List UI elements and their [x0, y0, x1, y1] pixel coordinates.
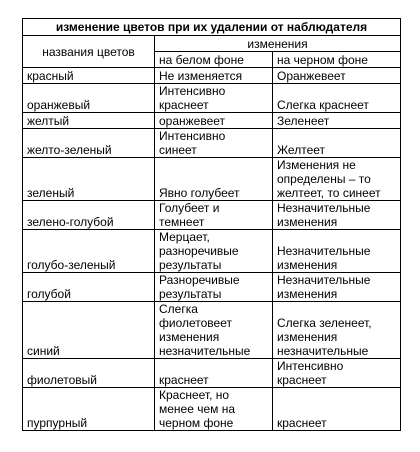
black-bg-change-cell: Желтеет [273, 129, 401, 158]
table-row [23, 84, 401, 113]
color-names-header: названия цветов [23, 36, 155, 68]
white-bg-change-cell: Голубеет и темнеет [155, 201, 273, 230]
color-name-cell: синий [23, 302, 155, 359]
black-bg-change-cell: Незначительные изменения [273, 201, 401, 230]
white-background-header: на белом фоне [155, 52, 273, 68]
color-name-cell: пурпурный [23, 388, 155, 431]
color-name-cell: голубой [23, 273, 155, 302]
black-bg-change-cell: Незначительные изменения [273, 230, 401, 273]
white-bg-change-cell: Слегка фиолетовеет изменения незначительные [155, 302, 273, 359]
table-row [23, 129, 401, 158]
black-bg-change-cell: Изменения не определены – то желтеет, то синеет [273, 158, 401, 201]
color-change-table [22, 18, 401, 431]
white-bg-change-cell: Не изменяется [155, 68, 273, 84]
black-bg-change-cell: Зеленеет [273, 113, 401, 129]
white-bg-change-cell: Явно голубеет [155, 158, 273, 201]
table-row [23, 201, 401, 230]
black-bg-change-cell: Интенсивно краснеет [273, 359, 401, 388]
black-bg-change-cell: Слегка краснеет [273, 84, 401, 113]
white-bg-change-cell: Интенсивно синеет [155, 129, 273, 158]
table-row [23, 302, 401, 359]
black-bg-change-cell: Слегка зеленеет, изменения незначительные [273, 302, 401, 359]
table-row [23, 359, 401, 388]
table-title: изменение цветов при их удалении от наблюдателя [23, 19, 401, 36]
color-name-cell: голубо-зеленый [23, 230, 155, 273]
table-row [23, 230, 401, 273]
table-row [23, 273, 401, 302]
white-bg-change-cell: оранжевеет [155, 113, 273, 129]
color-name-cell: желто-зеленый [23, 129, 155, 158]
white-bg-change-cell: Интенсивно краснеет [155, 84, 273, 113]
color-name-cell: фиолетовый [23, 359, 155, 388]
color-name-cell: оранжевый [23, 84, 155, 113]
changes-header: изменения [155, 36, 401, 52]
white-bg-change-cell: краснеет [155, 359, 273, 388]
black-bg-change-cell: краснеет [273, 388, 401, 431]
color-name-cell: желтый [23, 113, 155, 129]
white-bg-change-cell: Краснеет, но менее чем на черном фоне [155, 388, 273, 431]
black-background-header: на черном фоне [273, 52, 401, 68]
white-bg-change-cell: Разноречивые результаты [155, 273, 273, 302]
black-bg-change-cell: Незначительные изменения [273, 273, 401, 302]
table-row [23, 68, 401, 84]
color-name-cell: зелено-голубой [23, 201, 155, 230]
color-name-cell: красный [23, 68, 155, 84]
color-name-cell: зеленый [23, 158, 155, 201]
white-bg-change-cell: Мерцает, разноречивые результаты [155, 230, 273, 273]
table-row [23, 388, 401, 431]
table-row [23, 158, 401, 201]
table-row [23, 113, 401, 129]
black-bg-change-cell: Оранжевеет [273, 68, 401, 84]
